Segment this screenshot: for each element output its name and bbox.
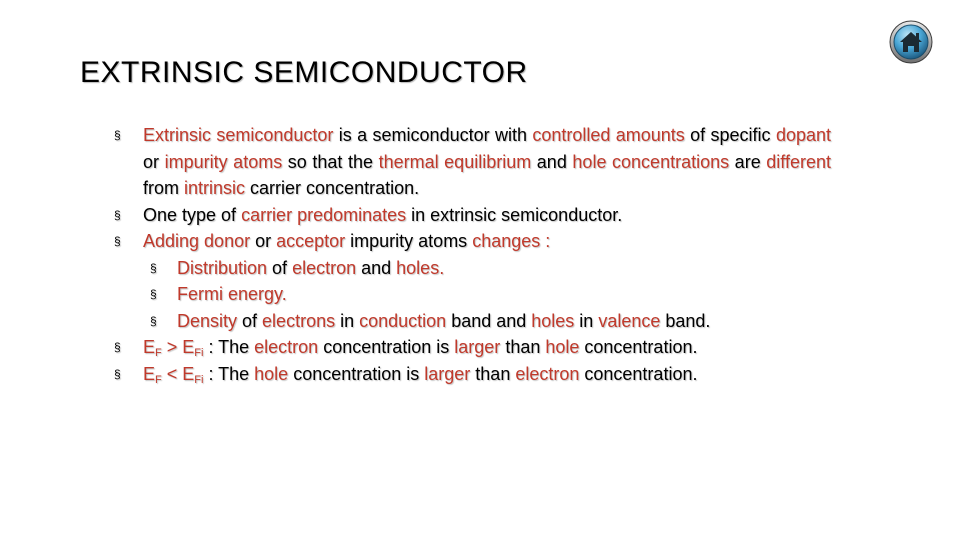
- text-highlight: electrons: [262, 310, 336, 331]
- text-highlight: electron: [254, 337, 319, 357]
- text-highlight: holes.: [396, 257, 445, 278]
- text-highlight: larger: [454, 337, 501, 357]
- text-highlight: Distribution: [177, 257, 268, 278]
- text: than: [500, 337, 546, 357]
- operator: >: [161, 337, 183, 357]
- list-item: [113, 228, 831, 255]
- bullet-marker: §: [114, 207, 121, 222]
- text: impurity atoms: [345, 231, 473, 251]
- text: and: [531, 151, 573, 172]
- text-highlight: controlled amounts: [532, 125, 685, 145]
- text: concentration is: [288, 363, 425, 384]
- symbol: E: [182, 363, 195, 384]
- bullet-list: [113, 122, 831, 387]
- text: of specific: [684, 125, 776, 145]
- text: concentration.: [579, 363, 698, 384]
- text-highlight: different: [766, 151, 831, 172]
- text-highlight: hole: [254, 363, 289, 384]
- text-highlight: changes :: [472, 231, 551, 251]
- text: concentration is: [318, 337, 455, 357]
- list-item: [113, 361, 831, 388]
- symbol: E: [182, 337, 195, 357]
- home-icon: [889, 20, 933, 64]
- text-highlight: hole: [545, 337, 580, 357]
- text: or: [143, 151, 165, 172]
- text: than: [470, 363, 516, 384]
- symbol: E: [143, 363, 156, 384]
- text-highlight: larger: [424, 363, 471, 384]
- text: and: [356, 257, 397, 278]
- text: or: [250, 231, 277, 251]
- text-highlight: intrinsic: [184, 178, 246, 198]
- bullet-marker: §: [150, 313, 157, 328]
- subscript: Fi: [194, 347, 204, 359]
- sub-list-item: [149, 255, 831, 282]
- bullet-marker: §: [114, 128, 121, 142]
- text-highlight: acceptor: [276, 231, 346, 251]
- text-highlight: electron: [292, 257, 357, 278]
- text-highlight: hole concentrations: [572, 151, 730, 172]
- text-highlight: impurity atoms: [164, 151, 283, 172]
- bullet-marker: §: [114, 340, 121, 354]
- subscript: F: [155, 373, 162, 386]
- text: of: [237, 310, 263, 331]
- text-highlight: thermal equilibrium: [378, 151, 532, 172]
- text-highlight: Adding donor: [143, 231, 251, 251]
- bullet-marker: §: [114, 366, 121, 381]
- list-item: [113, 122, 831, 202]
- text-highlight: Fermi energy.: [177, 284, 287, 304]
- text: band and: [446, 310, 532, 331]
- slide-title: EXTRINSIC SEMICONDUCTOR: [80, 56, 528, 89]
- subscript: Fi: [194, 373, 204, 386]
- text: so that the: [282, 151, 379, 172]
- text: of: [267, 257, 293, 278]
- text: concentration.: [579, 337, 698, 357]
- text-highlight: holes: [531, 310, 575, 331]
- sub-list-item: [149, 281, 831, 308]
- text: band.: [660, 310, 711, 331]
- text: : The: [203, 337, 255, 357]
- bullet-marker: §: [150, 287, 157, 301]
- home-button[interactable]: [889, 20, 933, 64]
- text: is a semiconductor with: [333, 125, 533, 145]
- text-highlight: electron: [515, 363, 580, 384]
- text: One type of: [143, 204, 242, 225]
- sub-list-item: [149, 308, 831, 335]
- text-highlight: dopant: [775, 125, 831, 145]
- text: carrier concentration.: [245, 178, 420, 198]
- list-item: [113, 334, 831, 361]
- subscript: F: [155, 347, 162, 359]
- text: are: [729, 151, 767, 172]
- text-highlight: valence: [598, 310, 661, 331]
- text: in: [335, 310, 360, 331]
- operator: <: [161, 363, 183, 384]
- text-highlight: Density: [177, 310, 238, 331]
- bullet-marker: §: [150, 260, 157, 275]
- bullet-marker: §: [114, 234, 121, 248]
- text: in: [574, 310, 599, 331]
- list-item: [113, 202, 831, 229]
- text-highlight: carrier predominates: [241, 204, 407, 225]
- text: : The: [203, 363, 255, 384]
- symbol: E: [143, 337, 156, 357]
- text: from: [143, 178, 185, 198]
- text: in extrinsic semiconductor.: [406, 204, 623, 225]
- text-highlight: Extrinsic semiconductor: [143, 125, 334, 145]
- text-highlight: conduction: [359, 310, 447, 331]
